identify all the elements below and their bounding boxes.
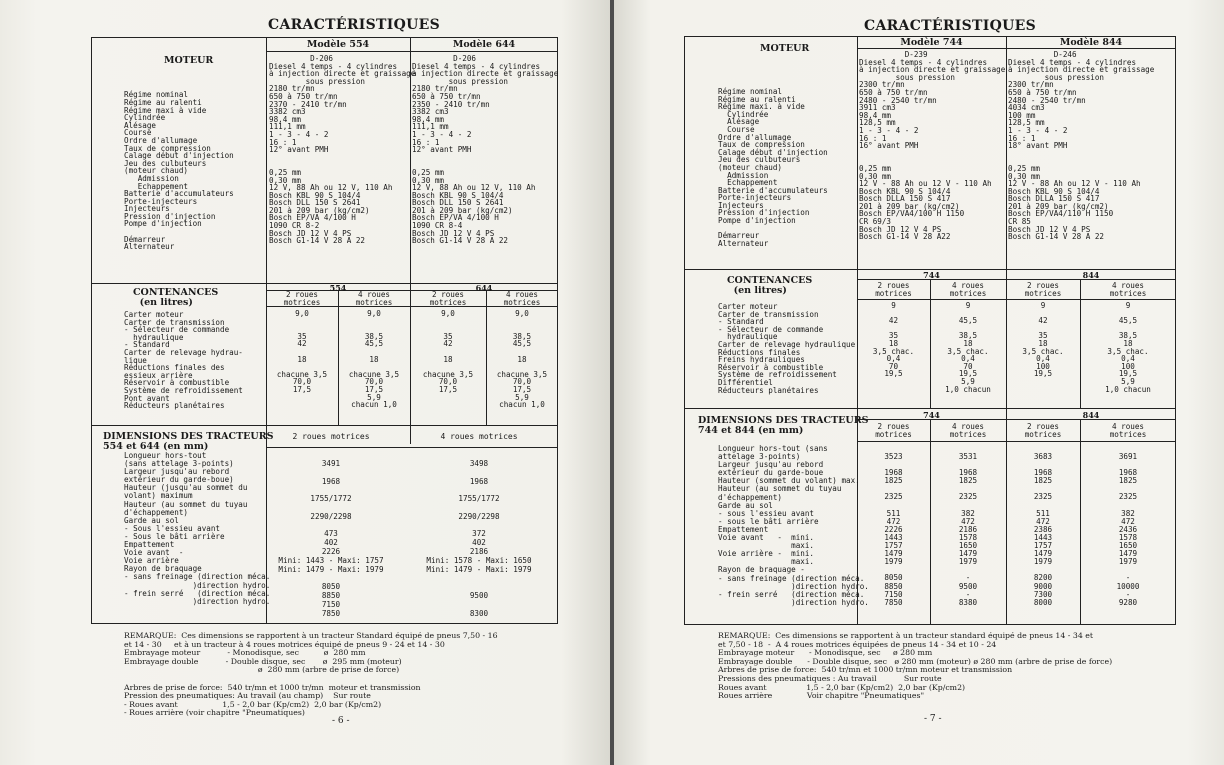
page-title: CARACTÉRISTIQUES bbox=[268, 17, 440, 33]
model-844-header: Modèle 844 bbox=[1059, 37, 1123, 48]
moteur-heading: MOTEUR bbox=[760, 43, 810, 54]
row-divider bbox=[266, 51, 558, 52]
dimensions-844-4wd: 3691 1968 1825 2325 382 472 2436 1578 1650 1479 1979 - 10000 - 9280 bbox=[1116, 452, 1140, 607]
sub-header-4wd: 4 roues motrices bbox=[1109, 422, 1147, 439]
contenances-heading: CONTENANCES (en litres) bbox=[727, 275, 813, 296]
contenances-644-2wd: 9,0 35 42 18 chacune 3,5 70,0 17,5 bbox=[422, 309, 474, 394]
dimensions-744: 744 bbox=[923, 410, 940, 420]
dimensions-844: 844 bbox=[1082, 410, 1100, 420]
contenances-554-2wd: 9,0 35 42 18 chacune 3,5 70,0 17,5 bbox=[276, 309, 328, 394]
contenances-744-2wd: 9 42 35 18 3,5 chac. 0,4 70 19,5 bbox=[872, 301, 915, 379]
remarque-note: REMARQUE: Ces dimensions se rapportent à un tracteur Standard équipé de pneus 7,50 - 16 et 14 - 30 et à un tracteur à 4 roues motrices équipé de pneus 9 - 24 et 14 - 30 Embrayage moteur - Monodisque, sec ø 280 mm Embrayage double - Double disque, sec ø 295 mm (moteur) ø 280 mm (arbre de prise de force) Arbres de prise de force: 540 tr/mn et 1000 tr/mn moteur et transmission Pression des pneumatiques: Au travail (au champ) Sur route - Roues avant 1,5 - 2,0 bar (Kp/cm2) 2,0 bar (Kp/cm2) - Roues arrière (voir chapitre "Pneumatiques) bbox=[124, 631, 498, 718]
moteur-744-values: D-239 Diesel 4 temps - 4 cylindres à injection directe et graissage sous pression 2300 tr/mn 650 à 750 tr/mn 2480 - 2540 tr/mn 3911 cm3 98,4 mm 128,5 mm 1 - 3 - 4 - 2 16 : 1 16° avant PMH 0,25 mm 0,30 mm 12 V - 88 Ah ou 12 V - 110 Ah Bosch KBL 90 S 104/4 Bosch DLLA 150 S 417 201 à 209 bar (kg/cm2) Bosch EP/VA4/100 H 1150 CR 69/3 Bosch JD 12 V 4 PS Bosch G1-14 V 28 A22 bbox=[859, 50, 1006, 242]
dimensions-heading: DIMENSIONS DES TRACTEURS 744 et 844 (en mm) bbox=[698, 415, 869, 436]
sub-header-4wd: 4 roues motrices bbox=[949, 422, 987, 439]
sub-header-2wd: 2 roues motrices bbox=[1024, 281, 1062, 298]
right-page bbox=[614, 0, 1224, 765]
model-644-header: Modèle 644 bbox=[452, 39, 516, 50]
dimensions-4wd-header: 4 roues motrices bbox=[440, 432, 518, 441]
sub-header-4wd: 4 roues motrices bbox=[503, 290, 541, 307]
remarque-note: REMARQUE: Ces dimensions se rapportent à un tracteur standard équipé de pneus 14 - 34 et et 7,50 - 18 - A 4 roues motrices équipées de pneus 14 - 34 et 10 - 24 Embrayage moteur - Monodisque, sec ø 280 mm Embrayage double - Double disque, sec ø 280 mm (moteur) ø 280 mm (arbre de prise de force) Arbres de prise de force: 540 tr/mn et 1000 tr/mn moteur et transmission Pressions des pneumatiques : Au travail Sur route Roues avant 1,5 - 2,0 bar (Kp/cm2) 2,0 bar (Kp/cm2) Roues arrière Voir chapitre "Pneumatiques" bbox=[718, 631, 1113, 701]
moteur-labels: Régime nominal Régime au ralenti Régime maxi à vide Cylindrée Alésage Course Ordre d'allumage Taux de compression Calage début d'injection Jeu des culbuteurs (moteur chaud) Admission Echappement Batterie d'accumulateurs Porte-injecteurs Injecteurs Pression d'injection Pompe d'injection Démarreur Alternateur bbox=[124, 90, 234, 252]
dimensions-2wd-values: 3491 1968 1755/1772 2290/2298 473 402 2226 Mini: 1443 - Maxi: 1757 Mini: 1479 - Maxi: 1979 8050 8850 7150 7850 bbox=[278, 459, 384, 618]
contenances-644-4wd: 9,0 38,5 45,5 18 chacune 3,5 70,0 17,5 5,9 chacun 1,0 bbox=[496, 309, 548, 410]
dimensions-labels: Longueur hors-tout (sans attelage 3-points) Largeur jusqu'au rebord extérieur du garde-boue Hauteur (sommet du volant) max. Hauteur (au sommet du tuyau d'échappement) Garde au sol - sous l'essieu avant - sous le bâti arrière Empattement Voie avant - mini. maxi. Voie arrière - mini. maxi. Rayon de braquage - - sans freinage (direction méca. )direction hydro. - frein serré (direction méca. )direction hydro. bbox=[718, 444, 869, 607]
dimensions-4wd-values: 3498 1968 1755/1772 2290/2298 372 402 2186 Mini: 1578 - Maxi: 1650 Mini: 1479 - Maxi: 1979 9500 8300 bbox=[426, 459, 532, 618]
model-744-header: Modèle 744 bbox=[900, 37, 963, 48]
contenances-644: 644 bbox=[475, 283, 493, 293]
moteur-554-values: D-206 Diesel 4 temps - 4 cylindres à injection directe et graissage sous pression 2180 tr/mn 650 à 750 tr/mn 2370 - 2410 tr/mn 3382 cm3 98,4 mm 111,1 mm 1 - 3 - 4 - 2 16 : 1 12° avant PMH 0,25 mm 0,30 mm 12 V, 88 Ah ou 12 V, 110 Ah Bosch KBL 90 S 104/4 Bosch DLL 150 S 2641 201 à 209 bar (kg/cm2) Bosch EP/VA 4/100 H 1090 CR 8-2 Bosch JD 12 V 4 PS Bosch G1-14 V 28 A 22 bbox=[269, 54, 416, 246]
page-title: CARACTÉRISTIQUES bbox=[864, 18, 1036, 34]
dimensions-2wd-header: 2 roues motrices bbox=[292, 432, 370, 441]
contenances-labels: Carter moteur Carter de transmission - Standard - Sélecteur de commande hydraulique Carter de relevage hydraulique Réductions finales Freins hydrauliques Réservoir à combustible Système de refroidissement Différentiel Réducteurs planétaires bbox=[718, 302, 856, 395]
contenances-554-4wd: 9,0 38,5 45,5 18 chacune 3,5 70,0 17,5 5,9 chacun 1,0 bbox=[348, 309, 400, 410]
dimensions-844-2wd: 3683 1968 1825 2325 511 472 2386 1443 1757 1479 1979 8200 9000 7300 8000 bbox=[1033, 452, 1053, 607]
row-divider bbox=[857, 48, 1176, 49]
sub-header-4wd: 4 roues motrices bbox=[355, 290, 393, 307]
sub-header-4wd: 4 roues motrices bbox=[949, 281, 987, 298]
sub-header-2wd: 2 roues motrices bbox=[875, 281, 912, 298]
contenances-554: 554 bbox=[329, 283, 347, 293]
row-divider bbox=[857, 441, 1176, 442]
page-number: - 6 - bbox=[332, 716, 350, 726]
row-divider bbox=[91, 425, 558, 426]
contenances-744: 744 bbox=[923, 270, 940, 280]
page-number: - 7 - bbox=[924, 714, 942, 724]
moteur-labels: Régime nominal Régime au ralenti Régime maxi. à vide Cylindrée Alésage Course Ordre d'allumage Taux de compression Calage début d'injection Jeu des culbuteurs (moteur chaud) Admission Echappement Batterie d'accumulateurs Porte-injecteurs Injecteurs Pression d'injection Pompe d'injection Démarreur Alternateur bbox=[718, 86, 828, 248]
dimensions-heading: DIMENSIONS DES TRACTEURS 554 et 644 (en mm) bbox=[103, 431, 274, 452]
row-divider bbox=[266, 447, 558, 448]
contenances-844-2wd: 9 42 35 18 3,5 chac. 0,4 100 19,5 bbox=[1022, 301, 1064, 379]
contenances-labels: Carter moteur Carter de transmission - Sélecteur de commande hydraulique - Standard Carter de relevage hydrau- lique Réductions finales des essieux arrière Réservoir à combustible Système de refroidissement Pont avant Réducteurs planétaires bbox=[124, 310, 243, 411]
contenances-heading: CONTENANCES (en litres) bbox=[133, 287, 219, 308]
sub-header-2wd: 2 roues motrices bbox=[283, 290, 321, 307]
moteur-844-values: D-246 Diesel 4 temps - 4 cylindres à injection directe et graissage sous pression 2300 tr/mn 650 à 750 tr/mn 2480 - 2540 tr/mn 4034 cm3 100 mm 128,5 mm 1 - 3 - 4 - 2 16 : 1 18° avant PMH 0,25 mm 0,30 mm 12 V - 88 Ah ou 12 V - 110 Ah Bosch KBL 90 S 104/4 Bosch DLLA 150 S 417 201 à 209 bar (kg/cm2) Bosch EP/VA4/110 H 1150 CR 85 Bosch JD 12 V 4 PS Bosch G1-14 V 28 A 22 bbox=[1008, 50, 1155, 242]
contenances-744-4wd: 9 45,5 38,5 18 3,5 chac. 0,4 70 19,5 5,9 1,0 chacun bbox=[945, 301, 991, 394]
contenances-844: 844 bbox=[1082, 270, 1100, 280]
contenances-844-4wd: 9 45,5 38,5 18 3,5 chac. 0,4 100 19,5 5,9 1,0 chacun bbox=[1105, 301, 1151, 394]
moteur-heading: MOTEUR bbox=[164, 55, 214, 66]
row-divider bbox=[857, 299, 1176, 300]
sub-header-4wd: 4 roues motrices bbox=[1109, 281, 1147, 298]
dimensions-744-2wd: 3523 1968 1825 2325 511 472 2226 1443 1757 1479 1979 8050 8850 7150 7850 bbox=[884, 452, 903, 607]
left-page bbox=[0, 0, 610, 765]
sub-header-2wd: 2 roues motrices bbox=[429, 290, 467, 307]
dimensions-744-4wd: 3531 1968 1825 2325 382 472 2186 1578 1650 1479 1979 - 9500 - 8380 bbox=[958, 452, 978, 607]
sub-header-2wd: 2 roues motrices bbox=[1024, 422, 1062, 439]
dimensions-labels: Longueur hors-tout (sans attelage 3-points) Largeur jusqu'au rebord extérieur du garde-boue) Hauteur (jusqu'au sommet du volant) maximum Hauteur (au sommet du tuyau d'échappement) Garde au sol - Sous l'essieu avant - Sous le bâti arrière Empattement Voie avant - Voie arrière Rayon de braquage - sans freinage (direction méca. )direction hydro. - frein serré (direction méca. )direction hydro. bbox=[124, 451, 271, 606]
row-divider bbox=[684, 408, 1176, 409]
sub-header-2wd: 2 roues motrices bbox=[875, 422, 912, 439]
moteur-644-values: D-206 Diesel 4 temps - 4 cylindres à injection directe et graissage sous pression 2180 tr/mn 650 à 750 tr/mn 2350 - 2410 tr/mn 3382 cm3 98,4 mm 111,1 mm 1 - 3 - 4 - 2 16 : 1 12° avant PMH 0,25 mm 0,30 mm 12 V, 88 Ah ou 12 V, 110 Ah Bosch KBL 90 S 104/4 Bosch DLL 150 S 2641 201 à 209 bar (kg/cm2) Bosch EP/VA 4/100 H 1090 CR 8-4 Bosch JD 12 V 4 PS Bosch G1-14 V 28 A 22 bbox=[412, 54, 559, 246]
model-554-header: Modèle 554 bbox=[306, 39, 370, 50]
